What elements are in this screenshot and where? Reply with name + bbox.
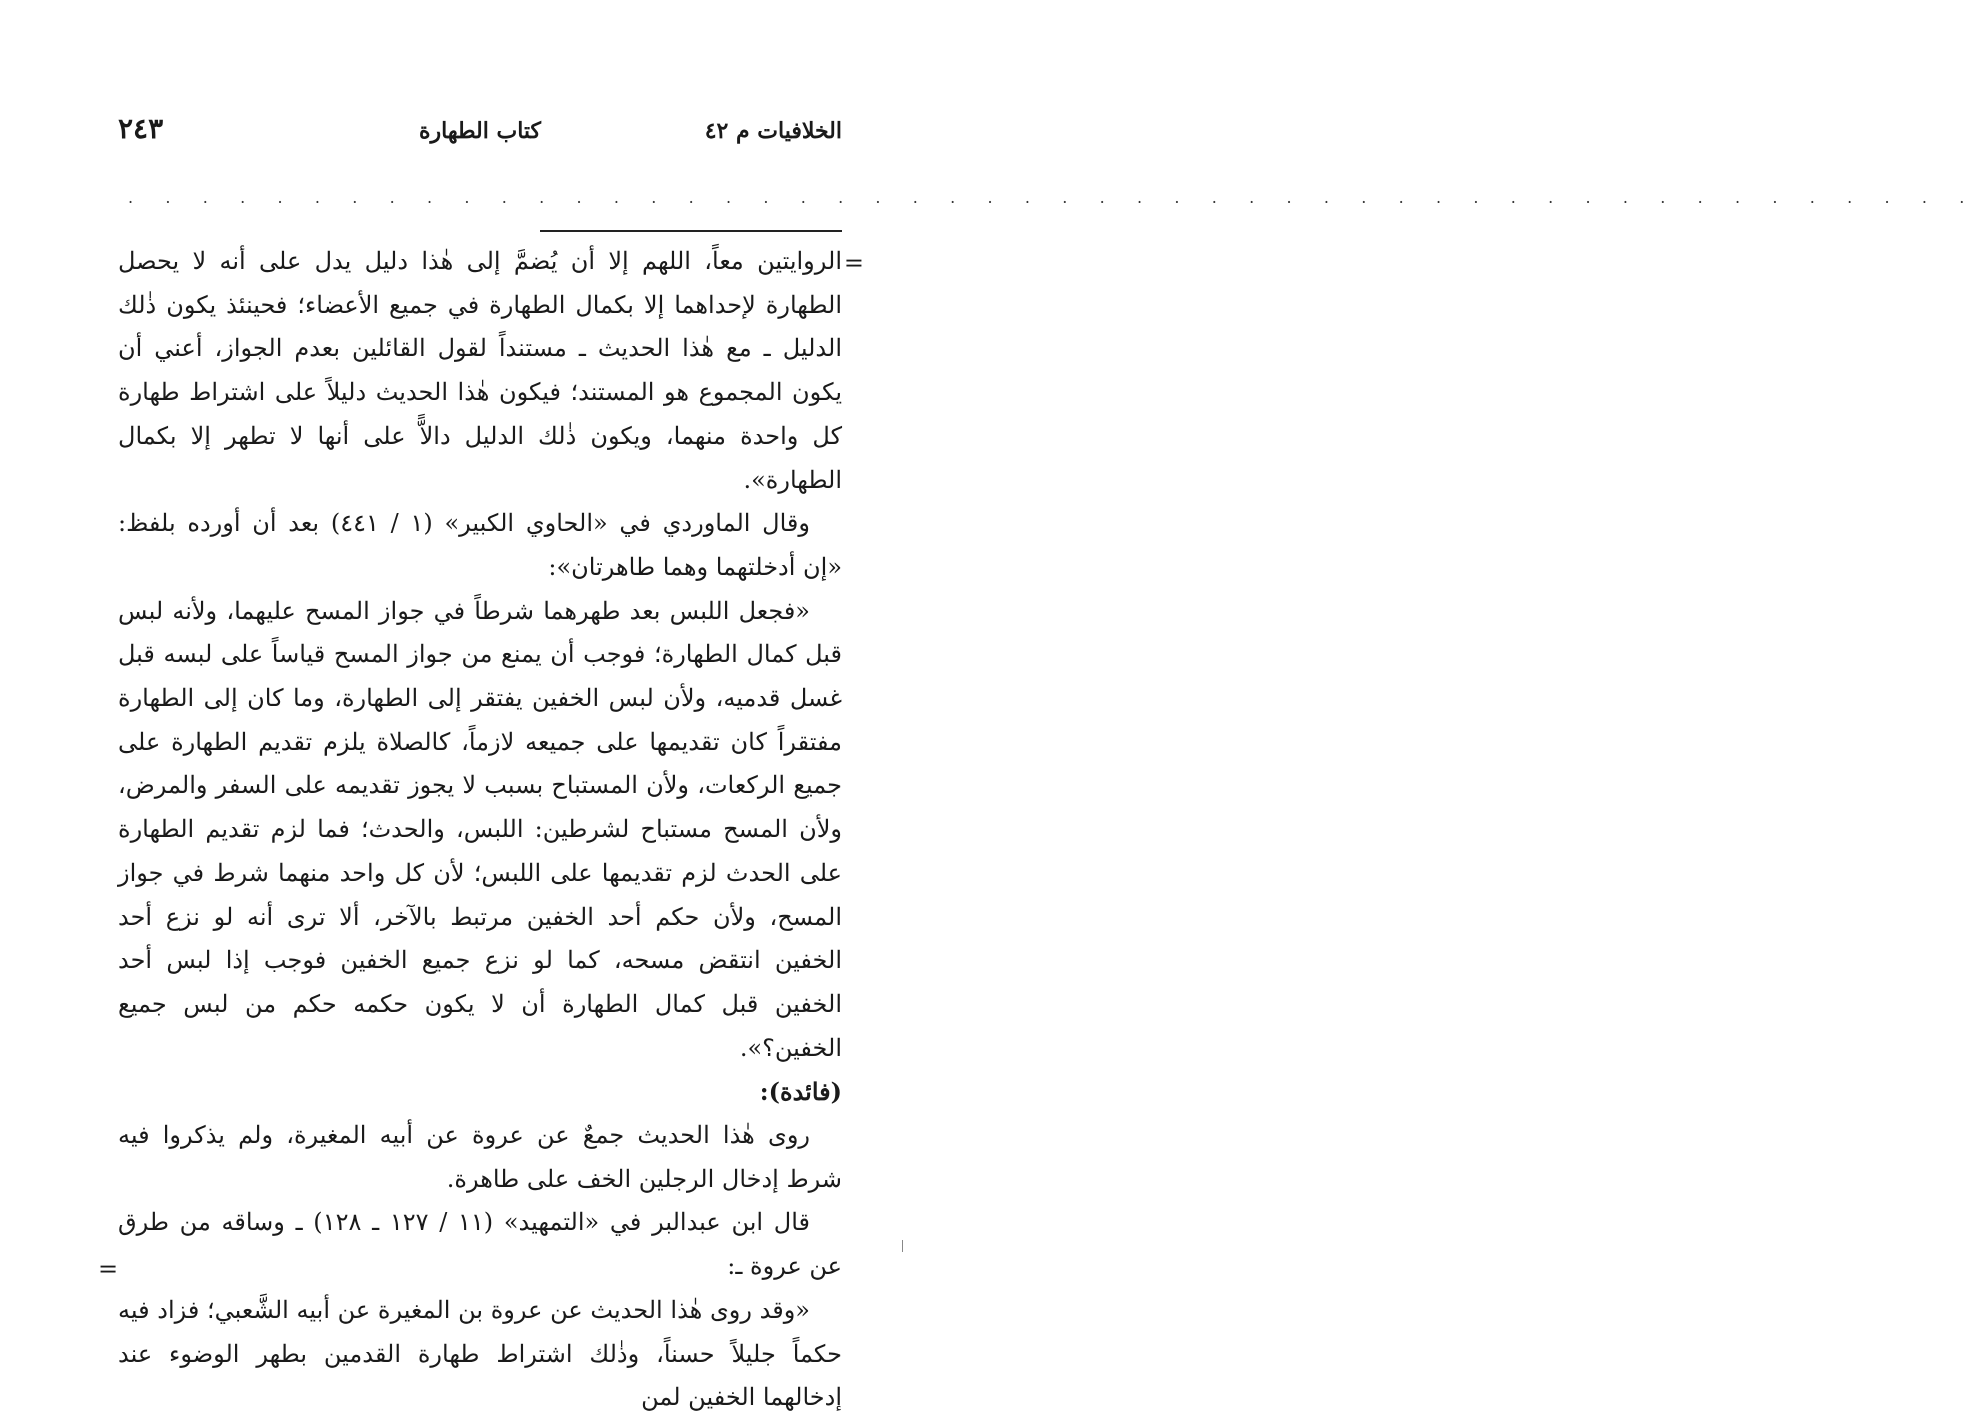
paragraph-3-quote: «فجعل اللبس بعد طهرهما شرطاً في جواز المسح عليهما، ولأنه لبس قبل كمال الطهارة؛ فوجب أن يمنع من جواز المسح قياساً على لبسه قبل غسل قدميه، ولأن لبس الخفين يفتقر إلى الطهارة، وما كان إلى الطهارة مفتقراً كان تقديمها على جميعه لازماً، كالصلاة يلزم تقديم الطهارة على جميع الركعات، ولأن المستباح بسبب لا يجوز تقديمه على السفر والمرض، ولأن المسح مستباح لشرطين: اللبس، والحدث؛ فما لزم تقديم الطهارة على الحدث لزم تقديمها على اللبس؛ لأن كل واحد منهما شرط في جواز المسح، ولأن حكم أحد الخفين مرتبط بالآخر، ألا ترى أنه لو نزع أحد الخفين انتقض مسحه، كما لو نزع جميع الخفين فوجب إذا لبس أحد الخفين قبل كمال الطهارة أن لا يكون حكمه حكم من لبس جميع الخفين؟». <box>118 596 842 1062</box>
paragraph-2: وقال الماوردي في «الحاوي الكبير» (١ / ٤٤١) بعد أن أورده بلفظ: «إن أدخلتهما وهما طاهرتان»: <box>118 509 842 581</box>
paragraph-5: قال ابن عبدالبر في «التمهيد» (١١ / ١٢٧ ـ ١٢٨) ـ وساقه من طرق عن عروة ـ: <box>118 1208 842 1281</box>
margin-mark <box>902 1240 903 1252</box>
footnote-rule <box>540 230 842 232</box>
continuation-mark-bottom: = <box>98 1255 119 1283</box>
continuation-mark-top: = <box>843 249 864 277</box>
paragraph-1: الروايتين معاً، اللهم إلا أن يُضمَّ إلى هٰذا دليل يدل على أنه لا يحصل الطهارة لإحداهما إلا بكمال الطهارة في جميع الأعضاء؛ فحينئذ يكون ذٰلك الدليل ـ مع هٰذا الحديث ـ مستنداً لقول القائلين بعدم الجواز، أعني أن يكون المجموع هو المستند؛ فيكون هٰذا الحديث دليلاً على اشتراط طهارة كل واحدة منهما، ويكون ذٰلك الدليل دالاًّ على أنها لا تطهر إلا بكمال الطهارة». <box>118 247 843 494</box>
running-title: الخلافيات م ٤٢ <box>704 118 842 144</box>
chapter-title: كتاب الطهارة <box>418 118 542 144</box>
benefit-heading: (فائدة): <box>759 1077 842 1107</box>
page-number: ٢٤٣ <box>118 112 164 145</box>
footnote-body <box>118 240 842 1420</box>
paragraph-4: روى هٰذا الحديث جمعٌ عن عروة عن أبيه المغيرة، ولم يذكروا فيه شرط إدخال الرجلين الخف على طاهرة. <box>118 1121 842 1193</box>
page-header <box>118 112 842 158</box>
dotted-separator: . . . . . . . . . . . . . . . . . . . . . . . . . . . . . . . . . . . . . . . . . . . . . . . . . . <box>128 188 1978 207</box>
paragraph-6-quote: «وقد روى هٰذا الحديث عن عروة بن المغيرة عن أبيه الشَّعبي؛ فزاد فيه حكماً جليلاً حسناً، وذٰلك اشتراط طهارة القدمين بطهر الوضوء عند إدخالهما الخفين لمن <box>118 1295 842 1412</box>
